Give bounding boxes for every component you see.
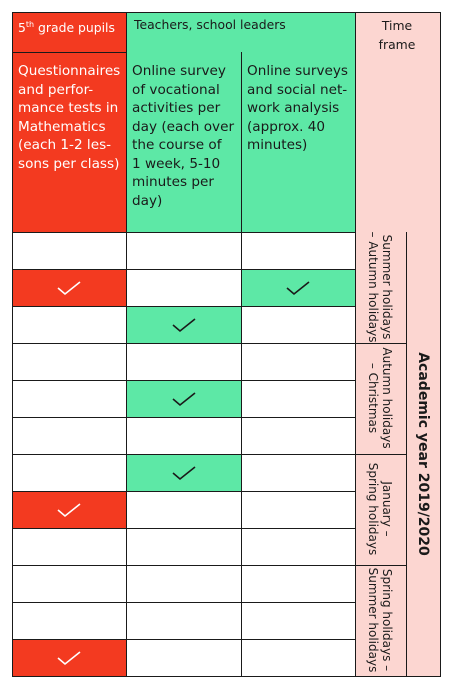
instrument-text-line: Questionnaires (18, 63, 121, 79)
schedule-cell (12, 639, 126, 676)
grid-line (355, 454, 406, 455)
grid-line (12, 306, 355, 307)
schedule-cell (12, 454, 126, 491)
schedule-cell (241, 528, 355, 565)
pupils-group-label: grade pupils (34, 20, 115, 36)
grid-line (12, 417, 355, 418)
time-frame-instrument-cell (355, 52, 440, 232)
checkmark-icon (56, 280, 82, 296)
grid-line (12, 565, 355, 566)
period-label-spring-summer (366, 568, 394, 673)
schedule-cell (241, 380, 355, 417)
schedule-cell (12, 528, 126, 565)
schedule-cell (12, 343, 126, 380)
schedule-cell (241, 269, 355, 306)
pupils-group-header (18, 16, 115, 36)
schedule-cell (12, 232, 126, 269)
schedule-cell (12, 602, 126, 639)
grid-line (12, 269, 355, 270)
schedule-cell (126, 454, 241, 491)
schedule-cell (126, 232, 241, 269)
schedule-cell (126, 417, 241, 454)
academic-year-label: Academic year 2019/2020 (415, 352, 431, 556)
schedule-cell (241, 306, 355, 343)
instrument-text-line: and perfor- (18, 81, 94, 98)
instrument-text-line: of vocational (132, 81, 220, 98)
schedule-cell (126, 306, 241, 343)
grid-line (12, 639, 355, 640)
instrument-text-line: day (each over (132, 118, 235, 135)
schedule-cell (241, 491, 355, 528)
instrument-text-line: 1 week, 5-10 (132, 155, 221, 172)
pupils-instrument-text (18, 62, 124, 173)
time-frame-header-word: Time (381, 18, 413, 33)
schedule-cell (126, 639, 241, 676)
schedule-cell (126, 491, 241, 528)
checkmark-icon (56, 502, 82, 518)
period-label-line: Spring holidays – (380, 568, 394, 672)
grid-line (12, 454, 355, 455)
grid-line (12, 491, 355, 492)
instrument-text-line: day) (132, 192, 163, 209)
checkmark-icon (285, 280, 311, 296)
schedule-cell (241, 417, 355, 454)
instrument-text-line: activities per (132, 100, 221, 116)
period-label-summer-autumn (366, 232, 394, 343)
grid-line (12, 676, 441, 677)
instrument-text-line: Online survey (132, 63, 226, 79)
grid-line (12, 380, 355, 381)
grid-line (12, 602, 355, 603)
schedule-cell (12, 417, 126, 454)
grid-line (126, 12, 127, 676)
period-label-january-spring (366, 463, 394, 555)
instrument-text-line: minutes) (247, 137, 308, 153)
vocational-survey-text (132, 62, 240, 210)
checkmark-icon (56, 650, 82, 666)
schedule-cell (241, 454, 355, 491)
schedule-cell (126, 602, 241, 639)
schedule-cell (241, 232, 355, 269)
time-frame-header-word: frame (378, 37, 416, 52)
schedule-cell (241, 639, 355, 676)
schedule-cell (12, 269, 126, 306)
grid-line (440, 12, 441, 676)
checkmark-icon (171, 317, 197, 333)
grid-line (406, 232, 407, 676)
instrument-text-line: Online surveys (247, 63, 348, 79)
instrument-text-line: minutes per (132, 174, 214, 190)
schedule-cell (12, 565, 126, 602)
instrument-text-line: (each 1-2 les- (18, 137, 112, 153)
schedule-cell (241, 343, 355, 380)
instrument-text-line: the course of (132, 137, 222, 153)
instrument-text-line: and social net- (247, 81, 348, 98)
grid-line (355, 565, 406, 566)
time-frame-header (362, 16, 432, 54)
period-label-line: Autumn holidays (380, 347, 394, 449)
schedule-cell (126, 343, 241, 380)
period-label-autumn-christmas (366, 347, 394, 448)
schedule-cell (126, 269, 241, 306)
grid-line (355, 343, 406, 344)
period-label-line: Summer holidays (366, 567, 380, 673)
instrument-text-line: (approx. 40 (247, 118, 326, 135)
schedule-cell (12, 306, 126, 343)
grid-line (12, 232, 355, 233)
schedule-cell (126, 565, 241, 602)
grid-line (12, 343, 355, 344)
grid-line (355, 12, 356, 676)
schedule-cell (126, 380, 241, 417)
grid-line (12, 52, 126, 53)
grid-line (12, 12, 13, 676)
grid-line (241, 52, 242, 676)
pupils-grade-suffix: th (25, 20, 35, 29)
grid-line (12, 12, 440, 13)
schedule-cell (241, 602, 355, 639)
instrument-text-line: mance tests in (18, 100, 119, 116)
schedule-cell (126, 528, 241, 565)
grid-line (12, 528, 355, 529)
instrument-text-line: sons per class) (18, 155, 120, 172)
teachers-group-header: Teachers, school leaders (134, 17, 286, 32)
period-label-line: – Christmas (366, 362, 380, 434)
schedule-cell (12, 491, 126, 528)
schedule-cell (12, 380, 126, 417)
checkmark-icon (171, 391, 197, 407)
checkmark-icon (171, 465, 197, 481)
schedule-cell (241, 565, 355, 602)
period-label-line: Spring holidays (366, 462, 380, 556)
pupils-grade-number: 5 (18, 20, 26, 36)
period-label-line: January – (380, 481, 394, 537)
instrument-text-line: work analysis (247, 100, 340, 116)
period-label-line: – Autumn holidays (366, 231, 380, 343)
network-survey-text (247, 62, 355, 155)
instrument-text-line: Mathematics (18, 118, 106, 135)
period-label-line: Summer holidays (380, 234, 394, 340)
